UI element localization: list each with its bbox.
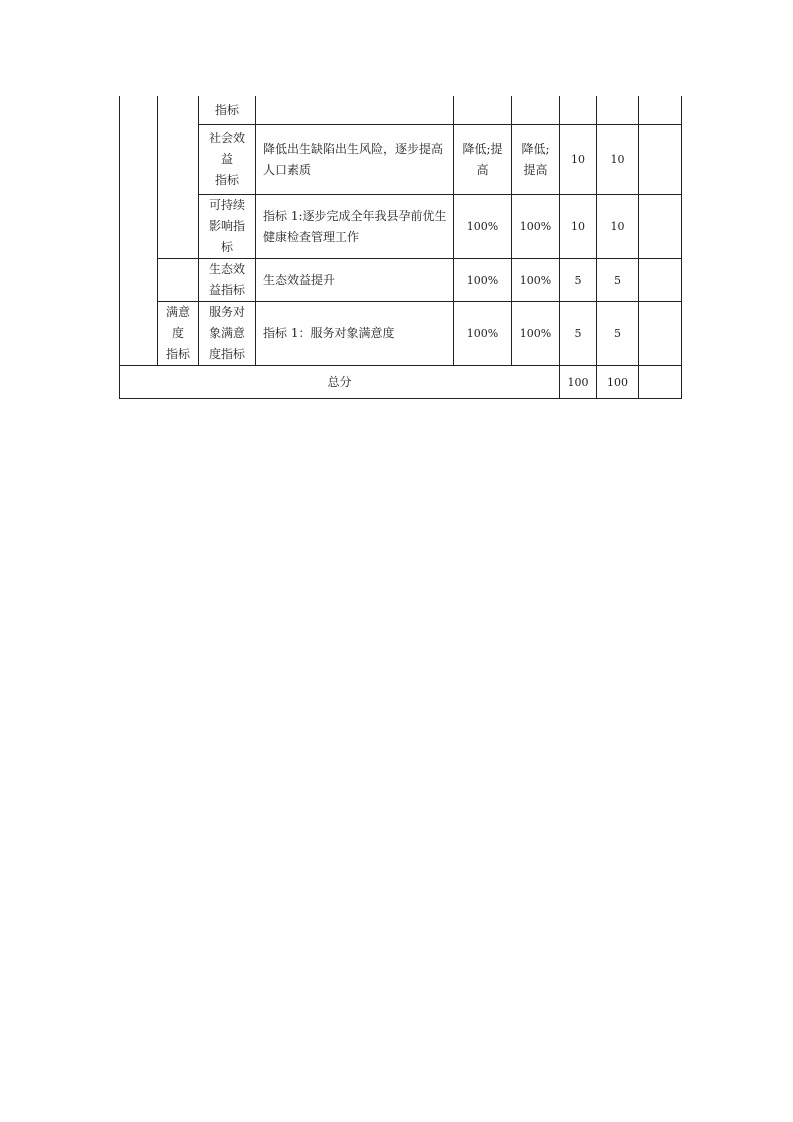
target-value-cell: 100% — [466, 327, 499, 340]
indicator-content-cell: 指标 1:逐步完成全年我县孕前优生健康检查管理工作 — [263, 208, 447, 244]
secondary-indicator-cell: 可持续 影响指 标 — [208, 198, 245, 254]
indicator-content-cell: 降低出生缺陷出生风险，逐步提高人口素质 — [263, 141, 444, 177]
weight-cell: 10 — [571, 153, 585, 166]
total-label: 总分 — [327, 374, 352, 389]
score-cell: 5 — [614, 273, 621, 287]
indicator-content-cell: 生态效益提升 — [263, 272, 336, 287]
table-bottom-border — [119, 398, 682, 399]
weight-cell: 5 — [574, 273, 582, 287]
secondary-indicator-cell: 生态效 益指标 — [208, 262, 245, 297]
actual-value-cell: 100% — [519, 273, 552, 287]
score-cell: 10 — [610, 220, 625, 233]
score-cell: 10 — [610, 153, 625, 166]
target-value-cell: 100% — [466, 220, 499, 233]
target-value-cell: 降低;提 高 — [462, 141, 503, 177]
secondary-indicator-cell: 社会效 益 指标 — [208, 131, 245, 187]
secondary-indicator-cell: 服务对 象满意 度指标 — [208, 305, 245, 361]
secondary-indicator-cell: 指标 — [214, 102, 239, 117]
target-value-cell: 100% — [466, 273, 499, 287]
table-right-border — [681, 96, 682, 399]
column-divider — [638, 96, 639, 399]
actual-value-cell: 100% — [519, 220, 552, 233]
actual-value-cell: 100% — [519, 327, 552, 340]
table-left-border — [119, 96, 120, 399]
primary-indicator-cell: 满意 度 指标 — [165, 305, 190, 361]
indicator-content-cell: 指标 1：服务对象满意度 — [263, 326, 395, 340]
score-cell: 5 — [614, 327, 621, 340]
actual-value-cell: 降低; 提高 — [521, 141, 550, 177]
total-score: 100 — [607, 375, 628, 389]
weight-cell: 5 — [574, 327, 582, 340]
weight-cell: 10 — [571, 220, 585, 233]
total-weight: 100 — [567, 375, 589, 389]
